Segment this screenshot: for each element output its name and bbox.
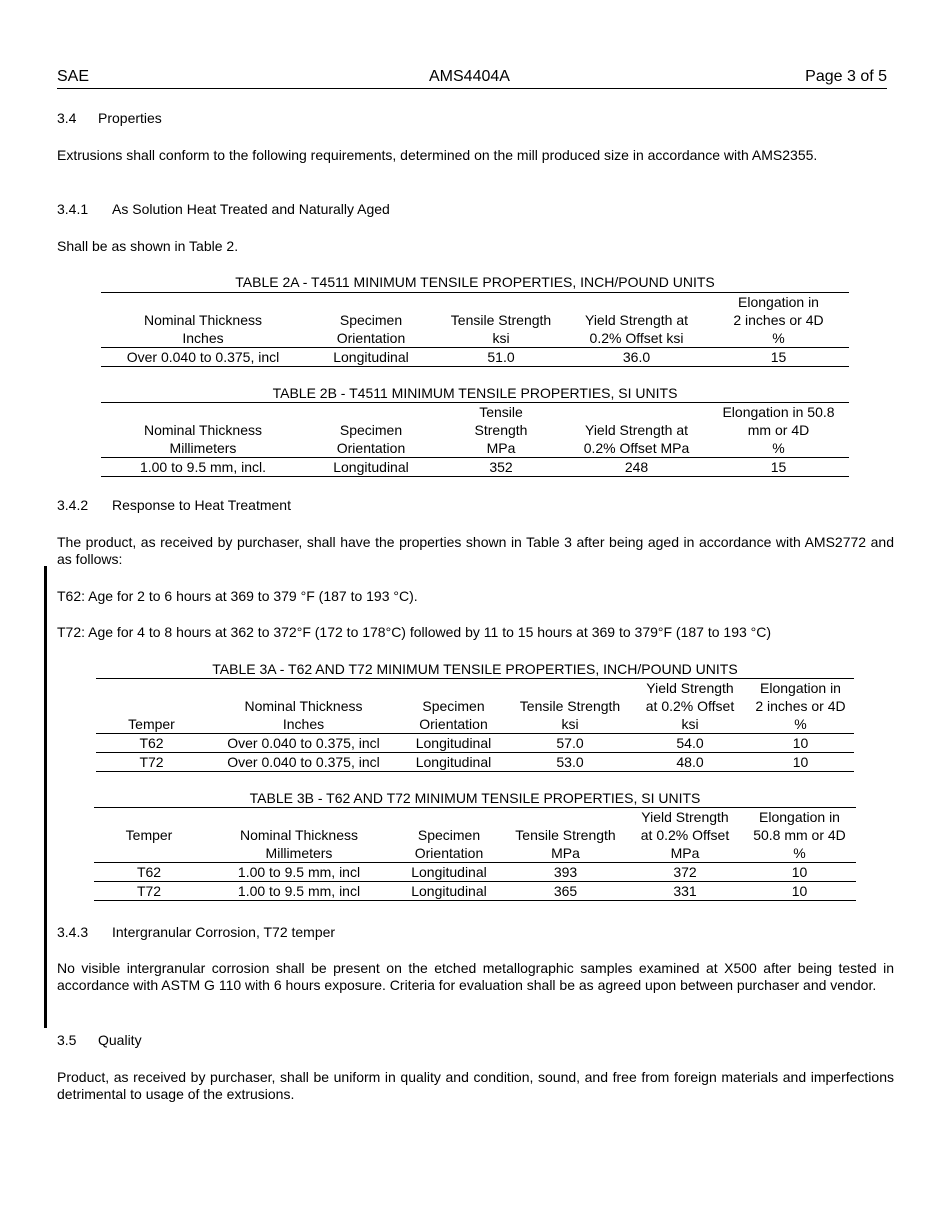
table-row: T62 1.00 to 9.5 mm, incl Longitudinal 393 372 10: [94, 863, 856, 882]
table-3a: Temper Nominal Thickness Inches Specimen Orientation Tensile Strength ksi Yield Strength at 0.2% Offset ksi Elongation in 2 inches or 4D % T62 Over 0.040 to 0.375, incl Longitudinal 57.0 54.0 10 T72 Over 0.040 to 0.375, incl Longitudinal 53.0 48.0 10: [96, 678, 854, 772]
col-orientation: Specimen Orientation: [305, 293, 437, 348]
header-page-number: Page 3 of 5: [805, 68, 887, 85]
section-3-5-text: Product, as received by purchaser, shall be uniform in quality and condition, sound, and free from foreign materials and imperfections detrimental to usage of the extrusions.: [57, 1069, 894, 1102]
table-2b-caption: TABLE 2B - T4511 MINIMUM TENSILE PROPERTIES, SI UNITS: [272, 385, 678, 401]
section-3-4-2-heading: 3.4.2 Response to Heat Treatment: [57, 497, 291, 513]
table-row: 1.00 to 9.5 mm, incl. Longitudinal 352 248 15: [101, 458, 849, 477]
table-3b-caption: TABLE 3B - T62 AND T72 MINIMUM TENSILE PROPERTIES, SI UNITS: [249, 790, 701, 806]
table-2b: Nominal Thickness Millimeters Specimen Orientation Tensile Strength MPa Yield Strength at 0.2% Offset MPa Elongation in 50.8 mm or 4D % 1.00 to 9.5 mm, incl. Longitudinal 352 248 15: [101, 402, 849, 477]
table-row: T72 1.00 to 9.5 mm, incl Longitudinal 365 331 10: [94, 882, 856, 901]
t62-aging-instruction: T62: Age for 2 to 6 hours at 369 to 379 °F (187 to 193 °C).: [57, 588, 418, 604]
section-3-4-2-text: The product, as received by purchaser, shall have the properties shown in Table 3 after being aged in accordance with AMS2772 and as follows:: [57, 534, 894, 567]
header-org: SAE: [57, 68, 90, 85]
section-3-4-text: Extrusions shall conform to the following requirements, determined on the mill produced size in accordance with AMS2355.: [57, 147, 818, 163]
page-header: [57, 68, 887, 89]
section-3-4-1-heading: 3.4.1 As Solution Heat Treated and Naturally Aged: [57, 201, 390, 217]
table-3b: Temper Nominal Thickness Millimeters Specimen Orientation Tensile Strength MPa Yield Strength at 0.2% Offset MPa Elongation in 50.8 mm or 4D % T62 1.00 to 9.5 mm, incl Longitudinal 393 372 10 T72 1.00 to 9.5 mm, incl Longitudinal 365 331 10: [94, 807, 856, 901]
col-tensile: Tensile Strength ksi: [437, 293, 565, 348]
table-row: T62 Over 0.040 to 0.375, incl Longitudinal 57.0 54.0 10: [96, 734, 854, 753]
header-doc-number: AMS4404A: [429, 68, 510, 85]
table-2a-caption: TABLE 2A - T4511 MINIMUM TENSILE PROPERTIES, INCH/POUND UNITS: [235, 274, 715, 290]
table-3a-caption: TABLE 3A - T62 AND T72 MINIMUM TENSILE PROPERTIES, INCH/POUND UNITS: [212, 661, 738, 677]
section-3-4-3-text: No visible intergranular corrosion shall be present on the etched metallographic samples examined at X500 after being tested in accordance with ASTM G 110 with 6 hours exposure. Criteria for evaluation shall be as agreed upon between purchaser and vendor.: [57, 960, 894, 993]
table-row: Over 0.040 to 0.375, incl Longitudinal 51.0 36.0 15: [101, 348, 849, 367]
table-row: T72 Over 0.040 to 0.375, incl Longitudinal 53.0 48.0 10: [96, 753, 854, 772]
section-3-4-heading: 3.4 Properties: [57, 110, 162, 126]
section-3-4-1-text: Shall be as shown in Table 2.: [57, 238, 239, 254]
col-thickness: Nominal Thickness Inches: [101, 293, 305, 348]
section-3-4-3-heading: 3.4.3 Intergranular Corrosion, T72 temper: [57, 924, 336, 940]
section-3-5-heading: 3.5 Quality: [57, 1032, 142, 1048]
col-yield: Yield Strength at 0.2% Offset ksi: [565, 293, 708, 348]
t72-aging-instruction: T72: Age for 4 to 8 hours at 362 to 372°F (172 to 178°C) followed by 11 to 15 hours at 369 to 379°F (187 to 193 °C): [57, 624, 772, 640]
col-elongation: Elongation in 2 inches or 4D %: [708, 293, 849, 348]
table-2a: [101, 292, 849, 367]
